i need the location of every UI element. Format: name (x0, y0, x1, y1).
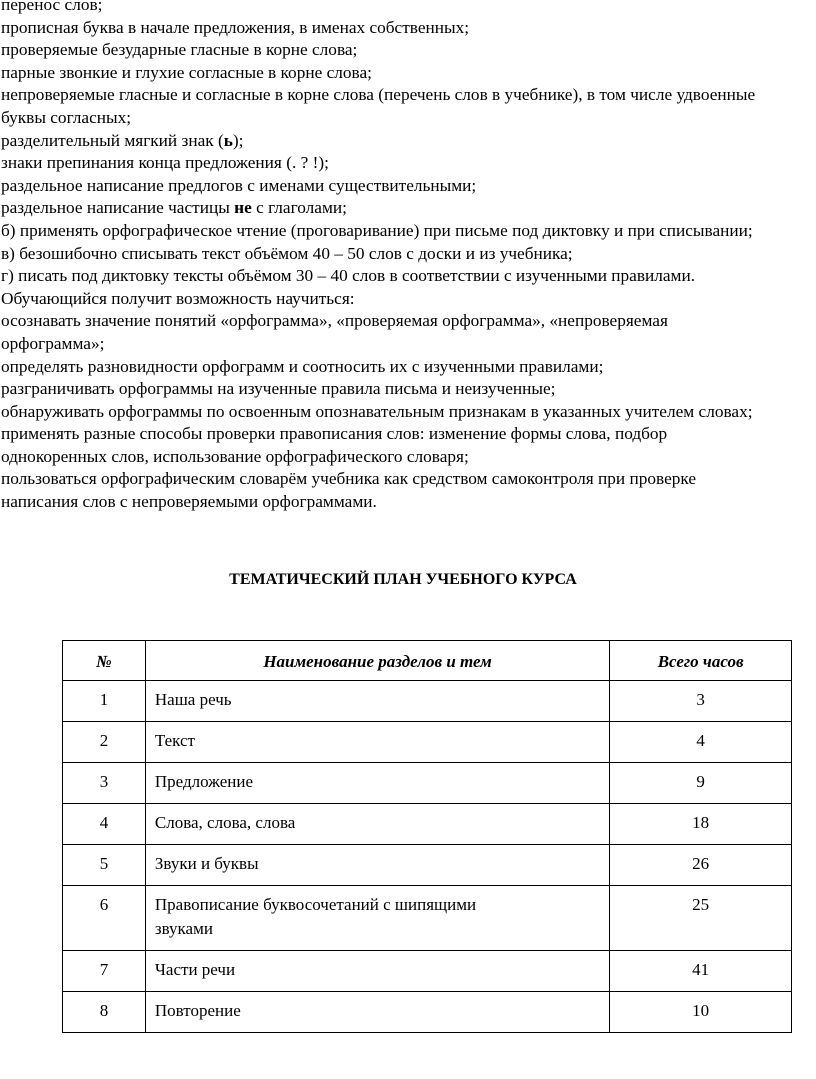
section-heading: ТЕМАТИЧЕСКИЙ ПЛАН УЧЕБНОГО КУРСА (229, 571, 577, 588)
header-section-name: Наименование разделов и тем (145, 641, 609, 681)
table-row (63, 886, 792, 951)
row-section-name: Предложение (145, 763, 609, 804)
row-number: 5 (63, 845, 146, 886)
row-hours: 25 (610, 886, 792, 951)
table-row (63, 992, 792, 1033)
text-segment: с глаголами; (251, 198, 347, 218)
row-section-name-line: Правописание буквосочетаний с шипящими (154, 895, 477, 914)
text-line: парные звонкие и глухие согласные в корне слова; (1, 62, 372, 82)
text-line: определять разновидности орфограмм и соотносить их с изученными правилами; (1, 356, 604, 376)
text-segment: раздельное написание частицы (1, 198, 235, 218)
row-number: 4 (63, 804, 146, 845)
header-total-hours: Всего часов (610, 641, 792, 681)
table-row (63, 804, 792, 845)
text-line: обнаруживать орфограммы по освоенным опознавательным признакам в указанных учителем словах; (1, 401, 753, 421)
text-line: осознавать значение понятий «орфограмма», «проверяемая орфограмма», «непроверяемая (1, 311, 668, 331)
text-line: орфограмма»; (1, 333, 105, 353)
text-line: перенос слов; (1, 0, 103, 14)
text-line: пользоваться орфографическим словарём учебника как средством самоконтроля при проверке (1, 469, 697, 489)
row-section-name: Части речи (145, 951, 609, 992)
text-segment: ); (232, 130, 244, 150)
text-line: применять разные способы проверки правописания слов: изменение формы слова, подбор (1, 424, 668, 444)
row-section-name: Слова, слова, слова (145, 804, 609, 845)
text-line: раздельное написание предлогов с именами существительными; (1, 175, 477, 195)
row-section-name-line: звуками (154, 919, 213, 938)
text-line: б) применять орфографическое чтение (проговаривание) при письме под диктовку и при списывании; (1, 220, 753, 240)
table-row (63, 722, 792, 763)
text-line-soft-sign (1, 130, 813, 153)
row-section-name (145, 886, 609, 951)
row-number: 2 (63, 722, 146, 763)
row-section-name: Наша речь (145, 681, 609, 722)
text-line: разграничивать орфограммы на изученные правила письма и неизученные; (1, 379, 556, 399)
table-row (63, 681, 792, 722)
particle-word: не (234, 198, 252, 218)
table-row (63, 763, 792, 804)
row-number: 6 (63, 886, 146, 951)
table-row (63, 845, 792, 886)
table-row (63, 951, 792, 992)
table-header-row (63, 641, 792, 681)
row-number: 1 (63, 681, 146, 722)
text-line: Обучающийся получит возможность научиться: (1, 288, 355, 308)
row-section-name: Звуки и буквы (145, 845, 609, 886)
requirements-text (1, 0, 813, 514)
row-hours: 3 (610, 681, 792, 722)
text-line: написания слов с непроверяемыми орфограммами. (1, 492, 377, 512)
row-hours: 9 (610, 763, 792, 804)
text-line: прописная буква в начале предложения, в именах собственных; (1, 17, 470, 37)
row-hours: 4 (610, 722, 792, 763)
text-line: непроверяемые гласные и согласные в корне слова (перечень слов в учебнике), в том числе удвоенные (1, 85, 756, 105)
row-number: 8 (63, 992, 146, 1033)
row-section-name: Текст (145, 722, 609, 763)
row-number: 7 (63, 951, 146, 992)
text-line: однокоренных слов, использование орфографического словаря; (1, 446, 469, 466)
row-section-name: Повторение (145, 992, 609, 1033)
header-number: № (63, 641, 146, 681)
text-line: в) безошибочно списывать текст объёмом 40 – 50 слов с доски и из учебника; (1, 243, 573, 263)
row-number: 3 (63, 763, 146, 804)
thematic-plan-table (62, 640, 792, 1033)
text-line: знаки препинания конца предложения (. ? !); (1, 153, 329, 173)
row-hours: 26 (610, 845, 792, 886)
text-line: г) писать под диктовку тексты объёмом 30 – 40 слов в соответствии с изученными правилами. (1, 266, 696, 286)
row-hours: 41 (610, 951, 792, 992)
text-line-particle (1, 197, 813, 220)
text-line: проверяемые безударные гласные в корне слова; (1, 40, 358, 60)
text-line: буквы согласных; (1, 107, 132, 127)
text-segment: разделительный мягкий знак ( (1, 130, 224, 150)
row-hours: 18 (610, 804, 792, 845)
soft-sign-letter: ь (223, 130, 233, 150)
row-hours: 10 (610, 992, 792, 1033)
